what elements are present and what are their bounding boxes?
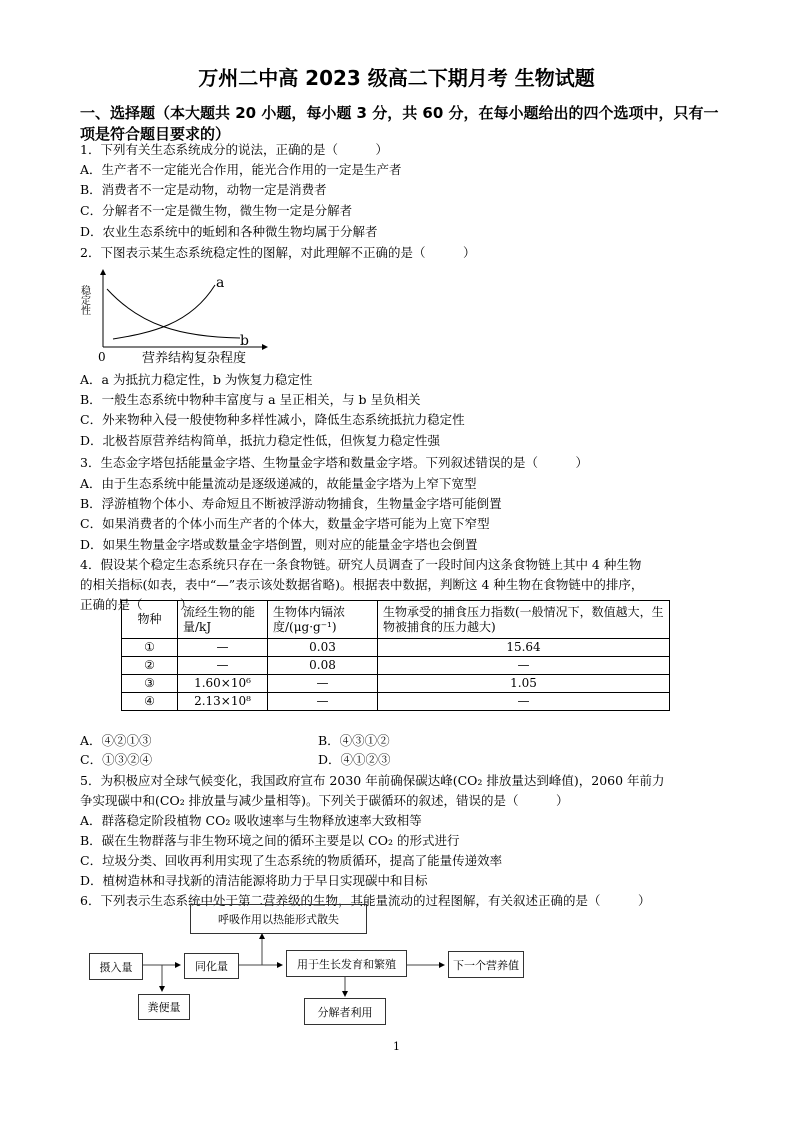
header-cadmium: 生物体内镉浓度/(μg·g⁻¹) [268, 601, 378, 639]
curve-b-label: b [240, 333, 249, 349]
q3-option-c: C．如果消费者的个体小而生产者的个体大，数量金字塔可能为上宽下窄型 [80, 516, 490, 531]
q3-stem: 3．生态金字塔包括能量金字塔、生物量金字塔和数量金字塔。下列叙述错误的是（ ） [80, 455, 588, 470]
cell: 0.08 [268, 657, 378, 675]
y-axis-label: 稳定性 [78, 285, 90, 315]
q5-option-a: A．群落稳定阶段植物 CO₂ 吸收速率与生物释放速率大致相等 [80, 813, 422, 828]
page-number: 1 [393, 1040, 400, 1053]
q4-stem-line1: 4．假设某个稳定生态系统只存在一条食物链。研究人员调查了一段时间内这条食物链上其中 4 种生物 [80, 557, 642, 572]
cell: ① [122, 639, 178, 657]
cell: — [378, 657, 670, 675]
origin-label: 0 [98, 350, 106, 364]
q4-option-a: A．④②①③ [80, 733, 152, 748]
q2-option-d: D．北极苔原营养结构简单，抵抗力稳定性低，但恢复力稳定性强 [80, 433, 441, 448]
cell: 0.03 [268, 639, 378, 657]
section-heading: 一、选择题（本大题共 20 小题，每小题 3 分，共 60 分，在每小题给出的四个选项中，只有一项是符合题目要求的） [80, 104, 719, 143]
q5-stem-line2: 争实现碳中和(CO₂ 排放量与减少量相等)。下列关于碳循环的叙述，错误的是（ ） [80, 793, 569, 808]
cell: ③ [122, 675, 178, 693]
cell: — [178, 657, 268, 675]
x-axis-label: 营养结构复杂程度 [142, 351, 247, 366]
feces-box: 粪便量 [138, 994, 190, 1020]
page-title: 万州二中高 2023 级高二下期月考 生物试题 [198, 66, 595, 90]
intake-box: 摄入量 [89, 953, 143, 980]
q4-option-b: B．④③①② [318, 733, 390, 748]
cell: 1.60×10⁶ [178, 675, 268, 693]
q4-stem-line3: 正确的是（ ） [80, 597, 193, 612]
q5-option-b: B．碳在生物群落与非生物环境之间的循环主要是以 CO₂ 的形式进行 [80, 833, 460, 848]
q5-stem-line1: 5．为积极应对全球气候变化，我国政府宣布 2030 年前确保碳达峰(CO₂ 排放量达到峰值)，2060 年前力 [80, 773, 665, 788]
q2-stem: 2．下图表示某生态系统稳定性的图解，对此理解不正确的是（ ） [80, 245, 476, 260]
q3-option-d: D．如果生物量金字塔或数量金字塔倒置，则对应的能量金字塔也会倒置 [80, 537, 478, 552]
curve-a-label: a [216, 275, 225, 291]
q1-option-b: B．消费者不一定是动物，动物一定是消费者 [80, 182, 327, 197]
growth-box: 用于生长发育和繁殖 [286, 950, 407, 977]
cell: — [178, 639, 268, 657]
q1-option-d: D．农业生态系统中的蚯蚓和各种微生物均属于分解者 [80, 224, 378, 239]
cell: 1.05 [378, 675, 670, 693]
q4-stem-line2: 的相关指标(如表，表中“—”表示该处数据省略)。根据表中数据，判断这 4 种生物在食物链中的排序， [80, 577, 644, 592]
q1-option-a: A．生产者不一定能光合作用，能光合作用的一定是生产者 [80, 162, 402, 177]
assimilation-box: 同化量 [184, 953, 239, 979]
header-energy: 流经生物的能量/kJ [178, 601, 268, 639]
q2-option-c: C．外来物种入侵一般使物种多样性减小，降低生态系统抵抗力稳定性 [80, 412, 465, 427]
q6-stem: 6．下列表示生态系统中处于第二营养级的生物，其能量流动的过程图解，有关叙述正确的是（ ） [80, 893, 651, 908]
cell: ② [122, 657, 178, 675]
cell: ④ [122, 693, 178, 711]
q3-option-b: B．浮游植物个体小、寿命短且不断被浮游动物捕食，生物量金字塔可能倒置 [80, 496, 502, 511]
q5-option-d: D．植树造林和寻找新的清洁能源将助力于早日实现碳中和目标 [80, 873, 428, 888]
cell: — [378, 693, 670, 711]
q1-option-c: C．分解者不一定是微生物，微生物一定是分解者 [80, 203, 353, 218]
q4-option-d: D．④①②③ [318, 752, 391, 767]
q2-option-a: A．a 为抵抗力稳定性，b 为恢复力稳定性 [80, 372, 313, 387]
q2-option-b: B．一般生态系统中物种丰富度与 a 呈正相关，与 b 呈负相关 [80, 392, 421, 407]
cell: — [268, 675, 378, 693]
q5-option-c: C．垃圾分类、回收再利用实现了生态系统的物质循环，提高了能量传递效率 [80, 853, 503, 868]
header-species: 物种 [122, 601, 178, 639]
q4-option-c: C．①③②④ [80, 752, 153, 767]
next-level-box: 下一个营养值 [448, 951, 524, 978]
cell: — [268, 693, 378, 711]
decomposer-box: 分解者利用 [304, 998, 386, 1025]
respiration-box: 呼吸作用以热能形式散失 [190, 904, 367, 934]
header-predation: 生物承受的捕食压力指数(一般情况下，数值越大，生物被捕食的压力越大) [378, 601, 670, 639]
cell: 15.64 [378, 639, 670, 657]
q3-option-a: A．由于生态系统中能量流动是逐级递减的，故能量金字塔为上窄下宽型 [80, 476, 477, 491]
q1-stem: 1．下列有关生态系统成分的说法，正确的是（ ） [80, 142, 388, 157]
cell: 2.13×10⁸ [178, 693, 268, 711]
